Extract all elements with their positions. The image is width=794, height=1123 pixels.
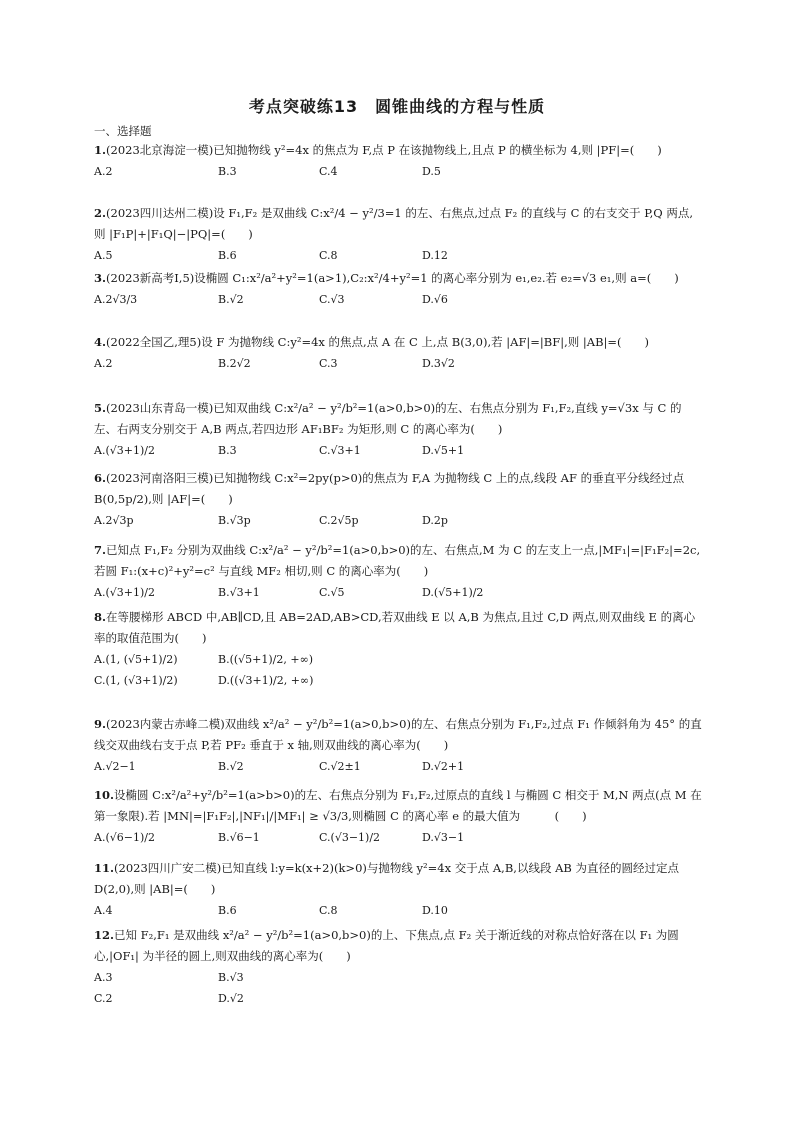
question-9	[94, 714, 704, 777]
option-b[interactable]: B.6	[218, 904, 237, 917]
option-a[interactable]: A.2√3/3	[94, 293, 138, 306]
options-row	[94, 827, 704, 848]
options-row	[94, 353, 704, 374]
option-a[interactable]: A.(√6−1)/2	[94, 831, 155, 844]
option-b[interactable]: B.√2	[218, 293, 244, 306]
options-row	[94, 289, 704, 310]
question-6	[94, 468, 704, 531]
option-c[interactable]: C.2√5p	[319, 514, 359, 527]
option-a[interactable]: A.(1, (√5+1)/2)	[94, 653, 178, 666]
option-c[interactable]: C.√5	[319, 586, 345, 599]
option-c[interactable]: C.2	[94, 992, 113, 1005]
option-d[interactable]: D.5	[422, 165, 441, 178]
question-number: 10.	[94, 788, 115, 802]
options-row	[94, 670, 704, 691]
options-row	[94, 510, 704, 531]
question-stem: (2023四川广安二模)已知直线 l:y=k(x+2)(k>0)与抛物线 y²=4x 交于点 A,B,以线段 AB 为直径的圆经过定点 D(2,0),则 |AB|=( )	[94, 861, 680, 896]
option-b[interactable]: B.√6−1	[218, 831, 260, 844]
question-stem: (2023内蒙古赤峰二模)双曲线 x²/a² − y²/b²=1(a>0,b>0)的左、右焦点分别为 F₁,F₂,过点 F₁ 作倾斜角为 45° 的直线交双曲线右支于点 P,若 PF₂ 垂直于 x 轴,则双曲线的离心率为( )	[94, 717, 702, 752]
option-d[interactable]: D.10	[422, 904, 448, 917]
option-a[interactable]: A.2√3p	[94, 514, 134, 527]
question-number: 7.	[94, 543, 107, 557]
option-a[interactable]: A.5	[94, 249, 113, 262]
options-row	[94, 988, 704, 1009]
option-c[interactable]: C.8	[319, 249, 338, 262]
option-d[interactable]: D.3√2	[422, 357, 455, 370]
options-row	[94, 900, 704, 921]
option-d[interactable]: D.√2+1	[422, 760, 465, 773]
option-d[interactable]: D.√5+1	[422, 444, 465, 457]
option-b[interactable]: B.√3+1	[218, 586, 260, 599]
option-b[interactable]: B.3	[218, 444, 237, 457]
option-b[interactable]: B.3	[218, 165, 237, 178]
question-number: 1.	[94, 143, 107, 157]
question-number: 2.	[94, 206, 107, 220]
question-number: 11.	[94, 861, 115, 875]
option-c[interactable]: C.3	[319, 357, 338, 370]
question-7	[94, 540, 704, 603]
option-d[interactable]: D.(√5+1)/2	[422, 586, 484, 599]
question-3	[94, 268, 704, 310]
question-4	[94, 332, 704, 374]
option-d[interactable]: D.√2	[218, 992, 244, 1005]
question-stem: (2023山东青岛一模)已知双曲线 C:x²/a² − y²/b²=1(a>0,b>0)的左、右焦点分别为 F₁,F₂,直线 y=√3x 与 C 的左、右两支分别交于 A,B 两点,若四边形 AF₁BF₂ 为矩形,则 C 的离心率为( )	[94, 401, 682, 436]
question-1	[94, 140, 704, 182]
option-a[interactable]: A.4	[94, 904, 113, 917]
option-a[interactable]: A.3	[94, 971, 113, 984]
option-c[interactable]: C.(1, (√3+1)/2)	[94, 674, 178, 687]
option-b[interactable]: B.((√5+1)/2, +∞)	[218, 653, 314, 666]
option-a[interactable]: A.√2−1	[94, 760, 136, 773]
option-a[interactable]: A.(√3+1)/2	[94, 586, 155, 599]
option-c[interactable]: C.8	[319, 904, 338, 917]
question-stem: (2023北京海淀一模)已知抛物线 y²=4x 的焦点为 F,点 P 在该抛物线上,且点 P 的横坐标为 4,则 |PF|=( )	[106, 143, 662, 157]
options-row	[94, 967, 704, 988]
question-stem: 设椭圆 C:x²/a²+y²/b²=1(a>b>0)的左、右焦点分别为 F₁,F₂,过原点的直线 l 与椭圆 C 相交于 M,N 两点(点 M 在第一象限).若 |MN|=|F₁F₂|,|NF₁|/|MF₁| ≥ √3/3,则椭圆 C 的离心率 e 的最大值为 ( )	[94, 788, 702, 823]
options-row	[94, 161, 704, 182]
option-c[interactable]: C.√2±1	[319, 760, 361, 773]
question-number: 12.	[94, 928, 115, 942]
option-b[interactable]: B.6	[218, 249, 237, 262]
question-stem: 已知点 F₁,F₂ 分别为双曲线 C:x²/a² − y²/b²=1(a>0,b>0)的左、右焦点,M 为 C 的左支上一点,|MF₁|=|F₁F₂|=2c,若圆 F₁:(x+c)²+y²=c² 与直线 MF₂ 相切,则 C 的离心率为( )	[94, 543, 701, 578]
option-c[interactable]: C.√3	[319, 293, 345, 306]
question-12	[94, 925, 704, 1009]
options-row	[94, 649, 704, 670]
option-d[interactable]: D.((√3+1)/2, +∞)	[218, 674, 314, 687]
option-c[interactable]: C.(√3−1)/2	[319, 831, 381, 844]
question-stem: (2023四川达州二模)设 F₁,F₂ 是双曲线 C:x²/4 − y²/3=1 的左、右焦点,过点 F₂ 的直线与 C 的右支交于 P,Q 两点,则 |F₁P|+|F₁Q|−|PQ|=( )	[94, 206, 693, 241]
option-b[interactable]: B.2√2	[218, 357, 251, 370]
question-11	[94, 858, 704, 921]
question-stem: 在等腰梯形 ABCD 中,AB∥CD,且 AB=2AD,AB>CD,若双曲线 E 以 A,B 为焦点,且过 C,D 两点,则双曲线 E 的离心率的取值范围为( )	[94, 610, 696, 645]
page-title: 考点突破练13 圆锥曲线的方程与性质	[248, 97, 546, 116]
option-b[interactable]: B.√2	[218, 760, 244, 773]
question-stem: (2022全国乙,理5)设 F 为抛物线 C:y²=4x 的焦点,点 A 在 C 上,点 B(3,0),若 |AF|=|BF|,则 |AB|=( )	[106, 335, 650, 349]
question-5	[94, 398, 704, 461]
option-a[interactable]: A.(√3+1)/2	[94, 444, 155, 457]
option-b[interactable]: B.√3	[218, 971, 244, 984]
options-row	[94, 582, 704, 603]
question-stem: 已知 F₂,F₁ 是双曲线 x²/a² − y²/b²=1(a>0,b>0)的上、下焦点,点 F₂ 关于渐近线的对称点恰好落在以 F₁ 为圆心,|OF₁| 为半径的圆上,则双曲线的离心率为( )	[94, 928, 679, 963]
options-row	[94, 245, 704, 266]
question-2	[94, 203, 704, 266]
option-d[interactable]: D.√3−1	[422, 831, 465, 844]
section-heading: 一、选择题	[94, 124, 152, 138]
option-a[interactable]: A.2	[94, 165, 113, 178]
question-10	[94, 785, 704, 848]
option-d[interactable]: D.√6	[422, 293, 448, 306]
option-a[interactable]: A.2	[94, 357, 113, 370]
question-stem: (2023河南洛阳三模)已知抛物线 C:x²=2py(p>0)的焦点为 F,A 为抛物线 C 上的点,线段 AF 的垂直平分线经过点 B(0,5p/2),则 |AF|=( )	[94, 471, 685, 506]
question-number: 9.	[94, 717, 107, 731]
options-row	[94, 440, 704, 461]
question-number: 5.	[94, 401, 107, 415]
question-number: 4.	[94, 335, 107, 349]
option-c[interactable]: C.√3+1	[319, 444, 361, 457]
question-stem: (2023新高考Ⅰ,5)设椭圆 C₁:x²/a²+y²=1(a>1),C₂:x²/4+y²=1 的离心率分别为 e₁,e₂.若 e₂=√3 e₁,则 a=( )	[106, 271, 679, 285]
option-b[interactable]: B.√3p	[218, 514, 251, 527]
question-number: 3.	[94, 271, 107, 285]
option-c[interactable]: C.4	[319, 165, 338, 178]
options-row	[94, 756, 704, 777]
question-8	[94, 607, 704, 691]
option-d[interactable]: D.2p	[422, 514, 448, 527]
option-d[interactable]: D.12	[422, 249, 448, 262]
question-number: 6.	[94, 471, 107, 485]
question-number: 8.	[94, 610, 107, 624]
